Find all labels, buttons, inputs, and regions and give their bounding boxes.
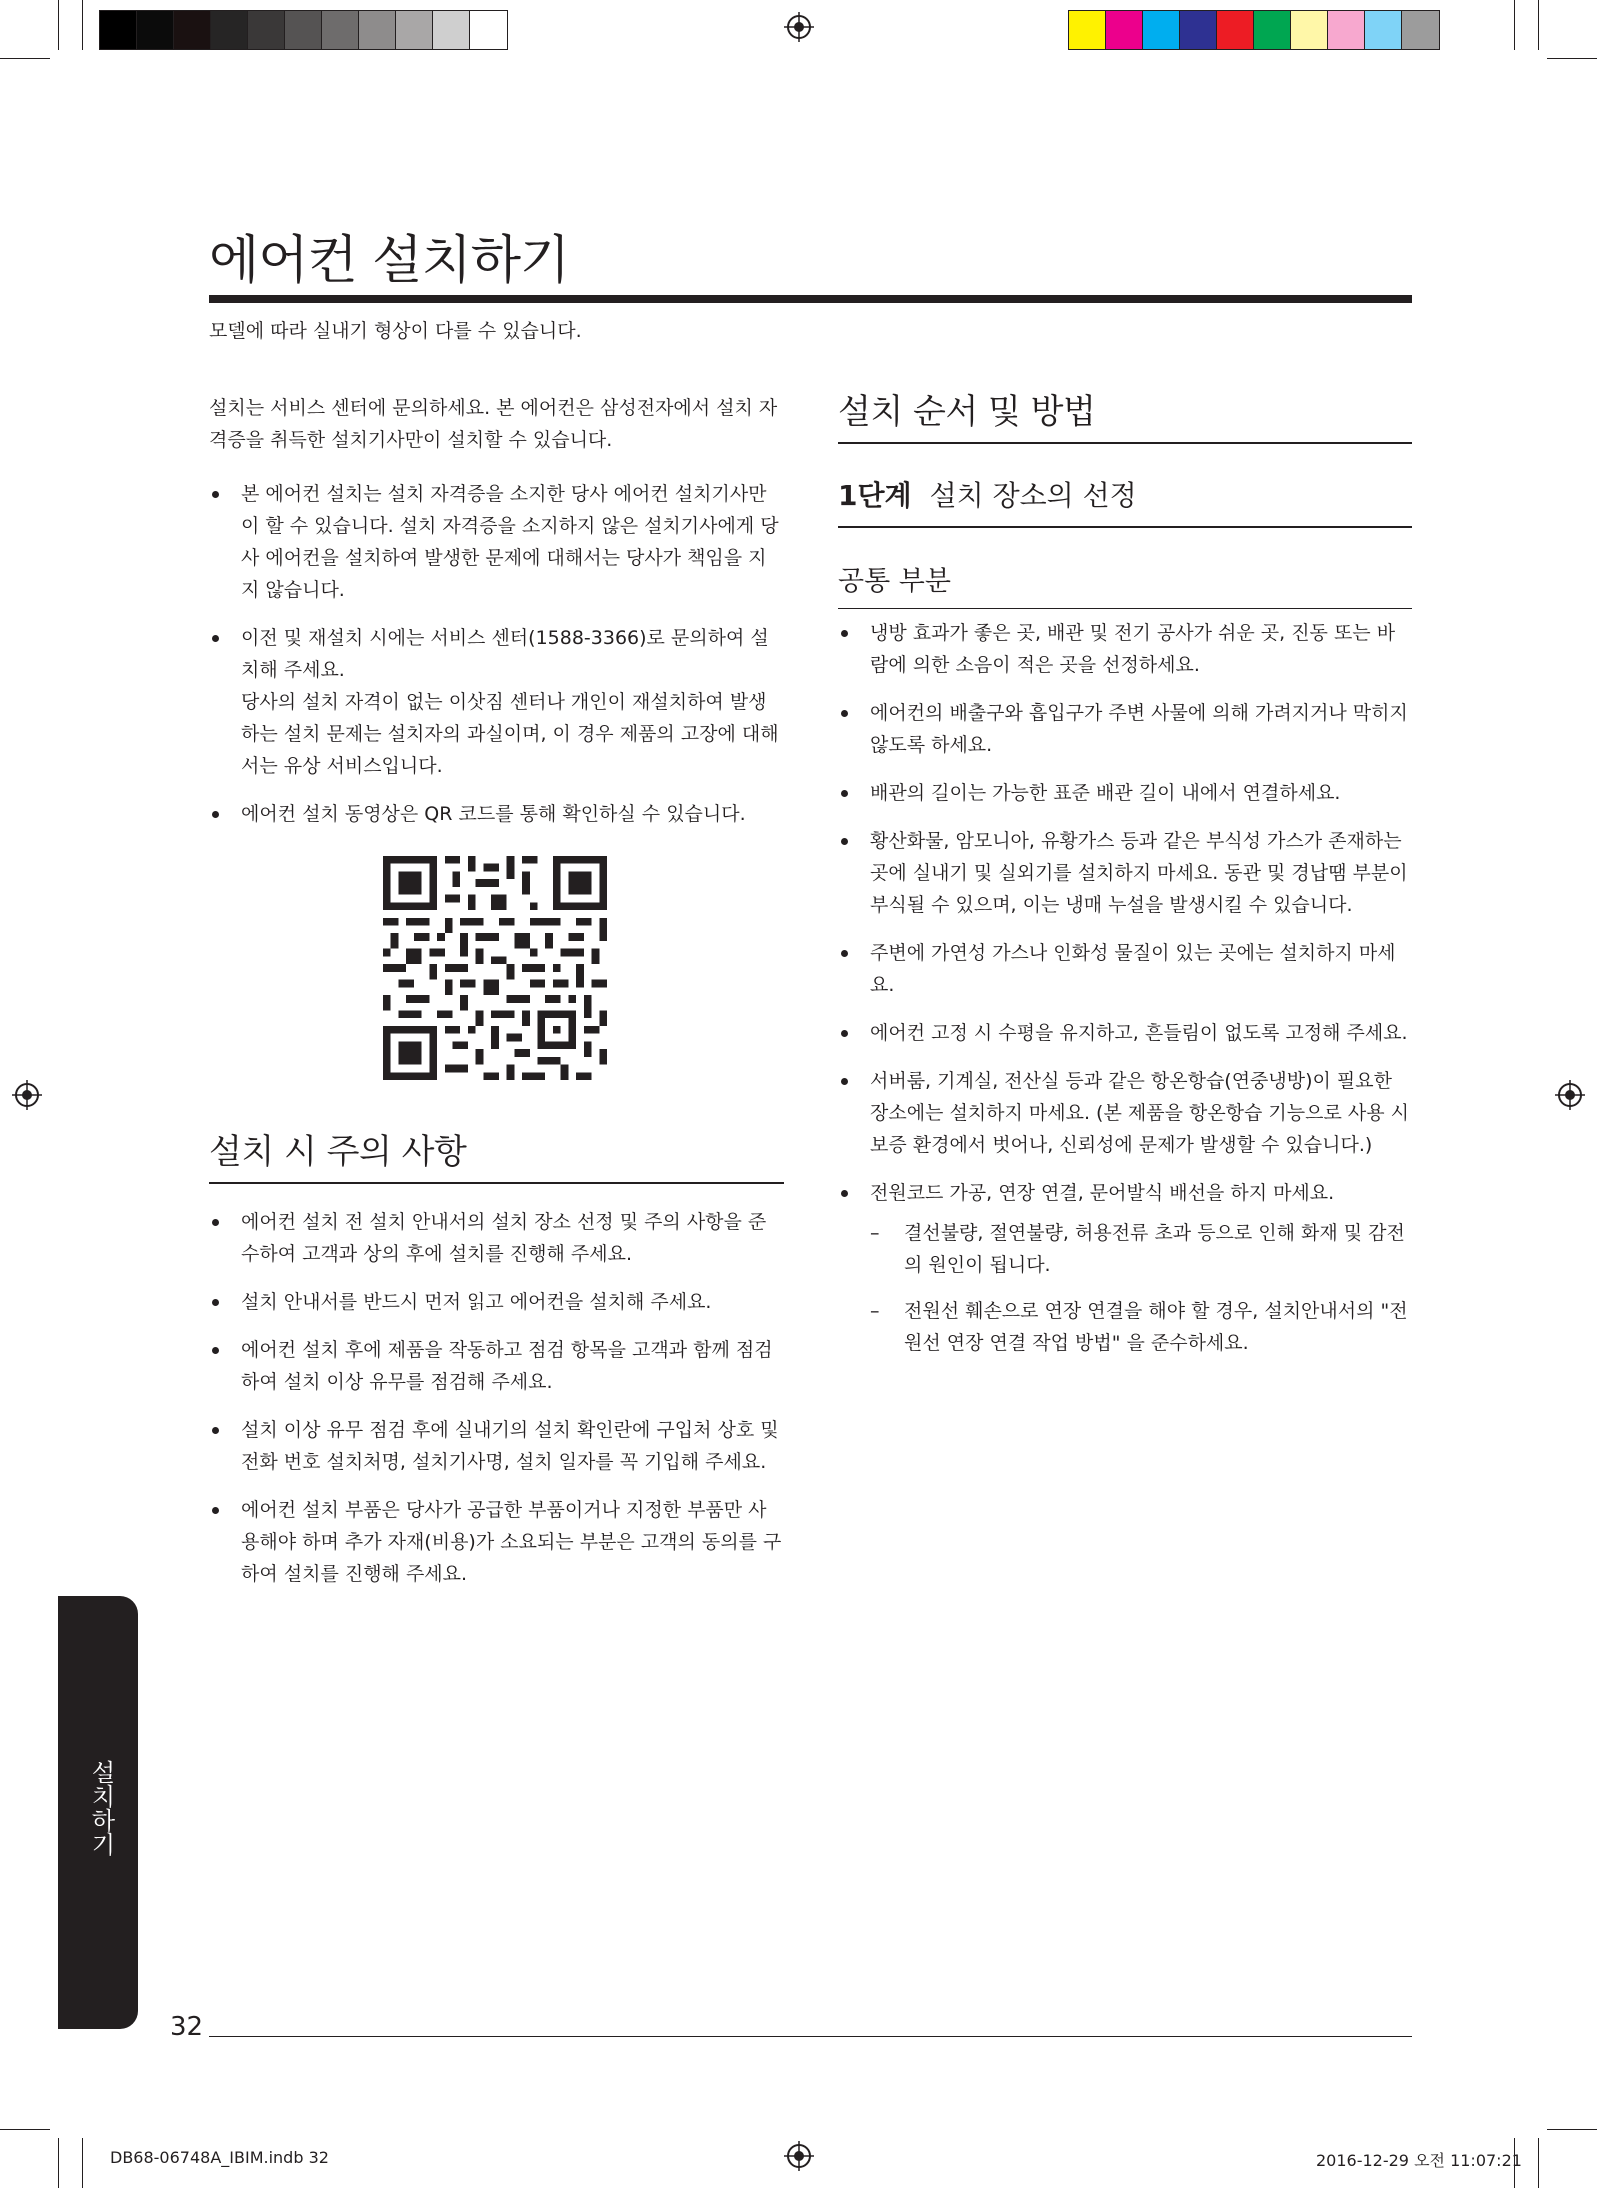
color-swatch (1180, 11, 1217, 49)
color-swatch (1365, 11, 1402, 49)
color-swatch (359, 11, 396, 49)
list-item: 전원코드 가공, 연장 연결, 문어발식 배선을 하지 마세요. – 결선불량, 절연불량, 허용전류 초과 등으로 인해 화재 및 감전의 원인이 됩니다. – 전원선 훼손으로 연장 연결을 해야 할 경우, 설치안내서의 "전원선 연장 연결 작업 방법" 을 준수하세요. (838, 1177, 1412, 1359)
color-swatch (470, 11, 507, 49)
page-title: 에어컨 설치하기 (209, 231, 570, 291)
caution-bullet-list (209, 1206, 784, 1590)
color-swatch (396, 11, 433, 49)
list-item: 배관의 길이는 가능한 표준 배관 길이 내에서 연결하세요. (838, 777, 1412, 809)
registration-mark-icon (12, 1080, 42, 1110)
intro-paragraph: 설치는 서비스 센터에 문의하세요. 본 에어컨은 삼성전자에서 설치 자격증을 취득한 설치기사만이 설치할 수 있습니다. (209, 397, 778, 451)
sub-list-item: – 결선불량, 절연불량, 허용전류 초과 등으로 인해 화재 및 감전의 원인이 됩니다. (870, 1217, 1412, 1281)
color-swatch (1254, 11, 1291, 49)
section-rule (838, 608, 1412, 610)
list-item: 에어컨 설치 후에 제품을 작동하고 점검 항목을 고객과 함께 점검하여 설치 이상 유무를 점검해 주세요. (209, 1334, 784, 1398)
list-item: 에어컨 설치 전 설치 안내서의 설치 장소 선정 및 주의 사항을 준수하여 고객과 상의 후에 설치를 진행해 주세요. (209, 1206, 784, 1270)
intro-bullet-list (209, 478, 784, 830)
list-item: 설치 이상 유무 점검 후에 실내기의 설치 확인란에 구입처 상호 및 전화 번호 설치처명, 설치기사명, 설치 일자를 꼭 기입해 주세요. (209, 1414, 784, 1478)
color-swatch (1291, 11, 1328, 49)
color-swatch (174, 11, 211, 49)
registration-mark-icon (784, 2141, 814, 2171)
heading-rule (838, 442, 1412, 444)
page-subtitle: 모델에 따라 실내기 형상이 다를 수 있습니다. (209, 320, 582, 342)
color-swatch (1106, 11, 1143, 49)
slug-timestamp: 2016-12-29 오전 11:07:21 (1316, 2151, 1522, 2170)
step-title: 설치 장소의 선정 (929, 479, 1137, 512)
slug-filename: DB68-06748A_IBIM.indb 32 (110, 2148, 329, 2167)
list-item: 에어컨 설치 동영상은 QR 코드를 통해 확인하실 수 있습니다. (209, 798, 784, 830)
color-swatch (1069, 11, 1106, 49)
list-item: 에어컨의 배출구와 흡입구가 주변 사물에 의해 가려지거나 막히지 않도록 하세요. (838, 697, 1412, 761)
color-swatch (1402, 11, 1439, 49)
step-number: 1단계 (838, 479, 912, 512)
color-swatch (1143, 11, 1180, 49)
list-item: 이전 및 재설치 시에는 서비스 센터(1588-3366)로 문의하여 설치해 주세요. 당사의 설치 자격이 없는 이삿짐 센터나 개인이 재설치하여 발생하는 설치 문제는 설치자의 과실이며, 이 경우 제품의 고장에 대해서는 유상 서비스입니다. (209, 622, 784, 782)
left-column (209, 392, 784, 1606)
process-color-bar (1068, 10, 1440, 50)
right-column (838, 392, 1412, 1375)
sub-list-item: – 전원선 훼손으로 연장 연결을 해야 할 경우, 설치안내서의 "전원선 연장 연결 작업 방법" 을 준수하세요. (870, 1295, 1412, 1359)
color-swatch (433, 11, 470, 49)
caution-heading: 설치 시 주의 사항 (209, 1132, 467, 1172)
color-swatch (322, 11, 359, 49)
sub-bullet-list (870, 1217, 1412, 1359)
location-bullet-list (838, 617, 1412, 1359)
list-item: 황산화물, 암모니아, 유황가스 등과 같은 부식성 가스가 존재하는 곳에 실내기 및 실외기를 설치하지 마세요. 동관 및 경납땜 부분이 부식될 수 있으며, 이는 냉매 누설을 발생시킬 수 있습니다. (838, 825, 1412, 921)
color-swatch (248, 11, 285, 49)
registration-mark-icon (1555, 1080, 1585, 1110)
grayscale-color-bar (99, 10, 508, 50)
color-swatch (100, 11, 137, 49)
list-item: 에어컨 설치 부품은 당사가 공급한 부품이거나 지정한 부품만 사용해야 하며 추가 자재(비용)가 소요되는 부분은 고객의 동의를 구하여 설치를 진행해 주세요. (209, 1494, 784, 1590)
procedure-heading: 설치 순서 및 방법 (838, 392, 1096, 432)
side-tab-label: 설치하기 (87, 1760, 115, 1856)
qr-code[interactable] (383, 856, 607, 1080)
color-swatch (1328, 11, 1365, 49)
list-item: 서버룸, 기계실, 전산실 등과 같은 항온항습(연중냉방)이 필요한 장소에는 설치하지 마세요. (본 제품을 항온항습 기능으로 사용 시 보증 환경에서 벗어나, 신뢰성에 문제가 발생할 수 있습니다.) (838, 1065, 1412, 1161)
list-item: 본 에어컨 설치는 설치 자격증을 소지한 당사 에어컨 설치기사만이 할 수 있습니다. 설치 자격증을 소지하지 않은 설치기사에게 당사 에어컨을 설치하여 발생한 문제에 대해서는 당사가 책임을 지지 않습니다. (209, 478, 784, 606)
footer-rule (209, 2036, 1412, 2037)
color-swatch (137, 11, 174, 49)
color-swatch (211, 11, 248, 49)
page-number: 32 (170, 2012, 204, 2042)
list-item: 주변에 가연성 가스나 인화성 물질이 있는 곳에는 설치하지 마세요. (838, 937, 1412, 1001)
heading-rule (209, 1182, 784, 1184)
registration-mark-icon (784, 12, 814, 42)
title-rule (209, 295, 1412, 303)
color-swatch (1217, 11, 1254, 49)
list-item: 에어컨 고정 시 수평을 유지하고, 흔들림이 없도록 고정해 주세요. (838, 1017, 1412, 1049)
step-heading (838, 480, 1412, 512)
list-item: 냉방 효과가 좋은 곳, 배관 및 전기 공사가 쉬운 곳, 진동 또는 바람에 의한 소음이 적은 곳을 선정하세요. (838, 617, 1412, 681)
step-rule (838, 526, 1412, 528)
list-item: 설치 안내서를 반드시 먼저 읽고 에어컨을 설치해 주세요. (209, 1286, 784, 1318)
color-swatch (285, 11, 322, 49)
section-title: 공통 부분 (838, 565, 951, 597)
